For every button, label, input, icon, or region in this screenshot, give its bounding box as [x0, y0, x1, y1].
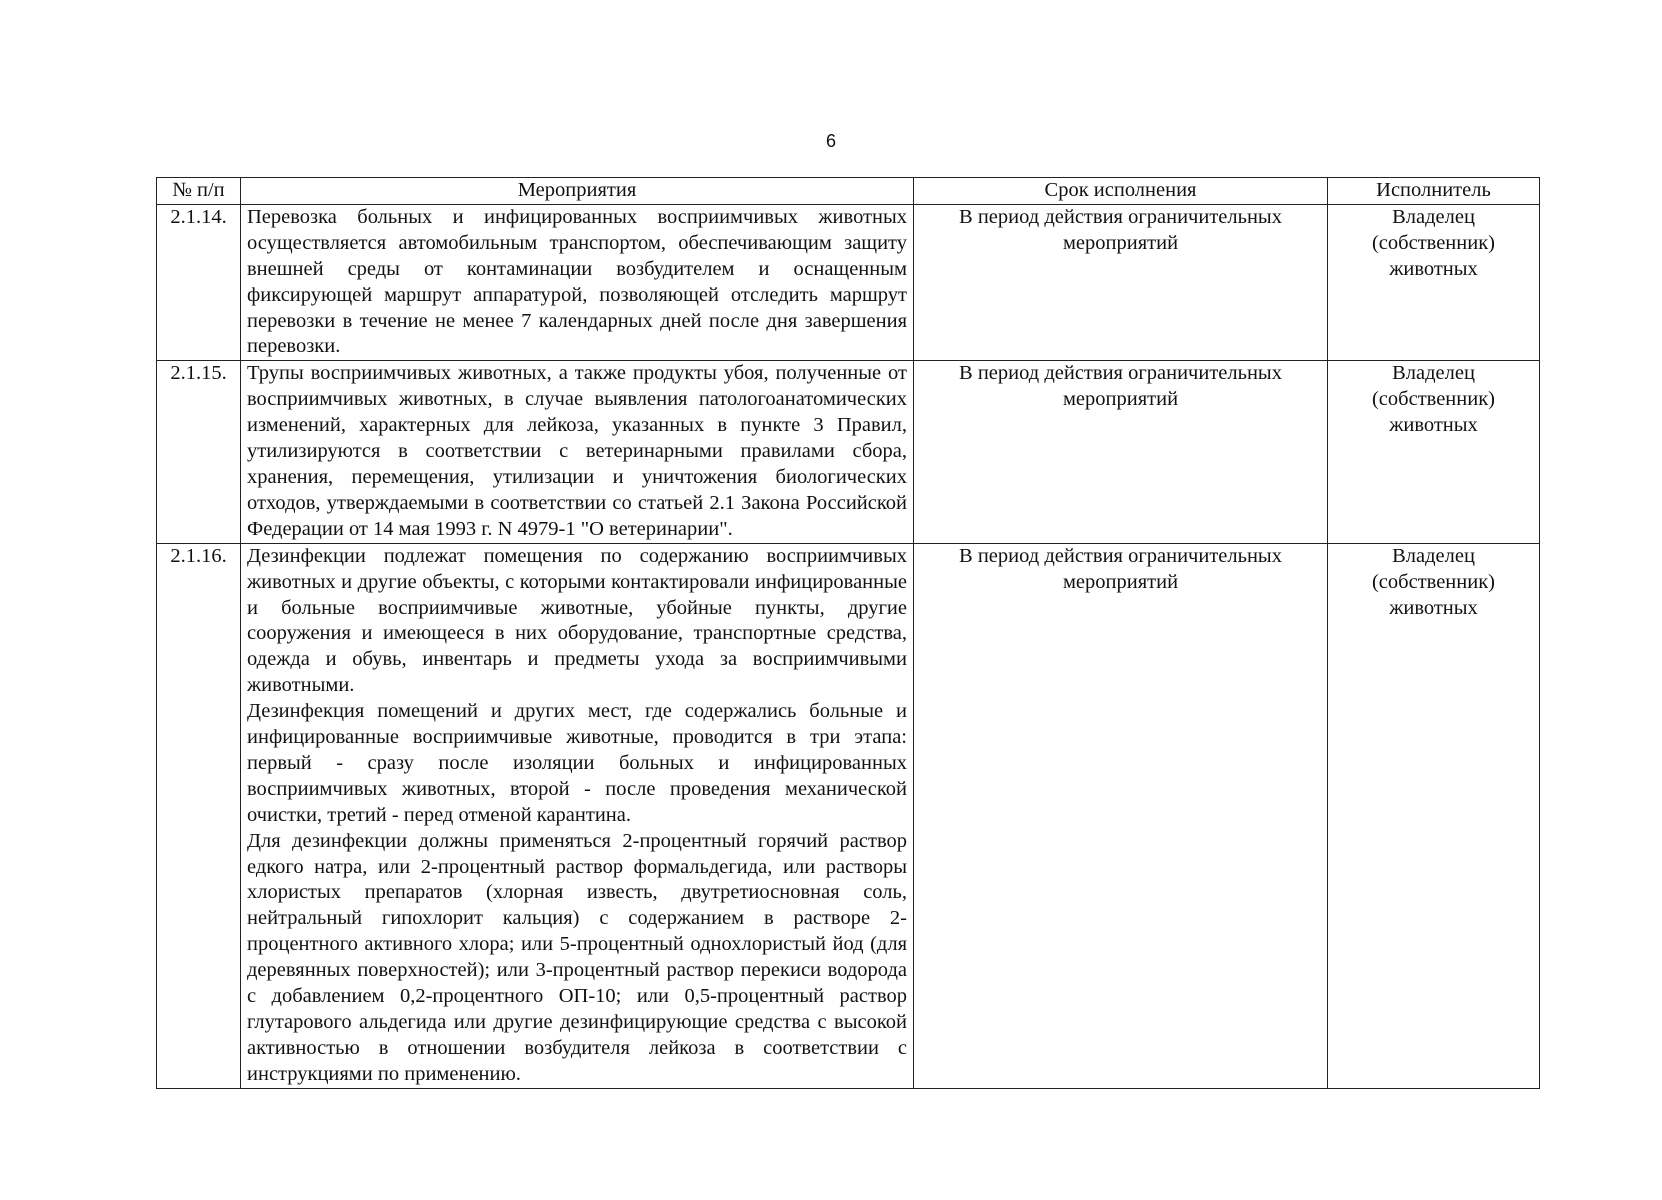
measure-paragraph: Дезинфекция помещений и других мест, где содержались больные и инфицированные восприимчивые животные, проводится в три этапа: первый - сразу после изоляции больных и инфицированных восприимчивых животных, второй - после проведения механической очистки, третий - перед отменой карантина.	[247, 700, 907, 826]
row-deadline: В период действия ограничительных мероприятий	[914, 543, 1328, 1088]
header-executor: Исполнитель	[1328, 178, 1540, 205]
row-executor: Владелец (собственник) животных	[1328, 543, 1540, 1088]
row-number: 2.1.16.	[157, 543, 241, 1088]
page-number: 6	[825, 131, 836, 151]
measure-paragraph: Перевозка больных и инфицированных восприимчивых животных осуществляется автомобильным транспортом, обеспечивающим защиту внешней среды от контаминации возбудителем и оснащенным фиксирующей маршрут аппаратурой, позволяющей отследить маршрут перевозки в течение не менее 7 календарных дней после дня завершения перевозки.	[247, 205, 907, 358]
table-row	[157, 204, 1540, 360]
header-measures: Мероприятия	[241, 178, 914, 205]
measure-paragraph: Дезинфекции подлежат помещения по содержанию восприимчивых животных и другие объекты, с которыми контактировали инфицированные и больные восприимчивые животные, убойные пункты, другие сооружения и имеющееся в них оборудование, транспортные средства, одежда и обувь, инвентарь и предметы ухода за восприимчивыми животными.	[247, 544, 907, 697]
row-deadline: В период действия ограничительных мероприятий	[914, 361, 1328, 543]
measure-paragraph: Трупы восприимчивых животных, а также продукты убоя, полученные от восприимчивых животных, в случае выявления патологоанатомических изменений, характерных для лейкоза, указанных в пункте 3 Правил, утилизируются в соответствии с ветеринарными правилами сбора, хранения, перемещения, утилизации и уничтожения биологических отходов, утверждаемыми в соответствии со статьей 2.1 Закона Российской Федерации от 14 мая 1993 г. N 4979-1 "О ветеринарии".	[247, 362, 907, 540]
row-measure	[241, 361, 914, 543]
measure-paragraph: Для дезинфекции должны применяться 2-процентный горячий раствор едкого натра, или 2-процентный раствор формальдегида, или растворы хлористых препаратов (хлорная известь, двутретиосновная соль, нейтральный гипохлорит кальция) с содержанием в растворе 2-процентного активного хлора; или 5-процентный однохлористый йод (для деревянных поверхностей); или 3-процентный раствор перекиси водорода с добавлением 0,2-процентного ОП-10; или 0,5-процентный раствор глутарового альдегида или другие дезинфицирующие средства с высокой активностью в отношении возбудителя лейкоза в соответствии с инструкциями по применению.	[247, 829, 907, 1085]
row-executor: Владелец (собственник) животных	[1328, 361, 1540, 543]
row-measure	[241, 543, 914, 1088]
table-row	[157, 543, 1540, 1088]
table-header-row	[157, 178, 1540, 205]
row-number: 2.1.15.	[157, 361, 241, 543]
measures-table	[156, 177, 1540, 1089]
row-executor: Владелец (собственник) животных	[1328, 204, 1540, 360]
row-deadline: В период действия ограничительных мероприятий	[914, 204, 1328, 360]
header-number: № п/п	[157, 178, 241, 205]
table-row	[157, 361, 1540, 543]
row-measure	[241, 204, 914, 360]
header-deadline: Срок исполнения	[914, 178, 1328, 205]
row-number: 2.1.14.	[157, 204, 241, 360]
